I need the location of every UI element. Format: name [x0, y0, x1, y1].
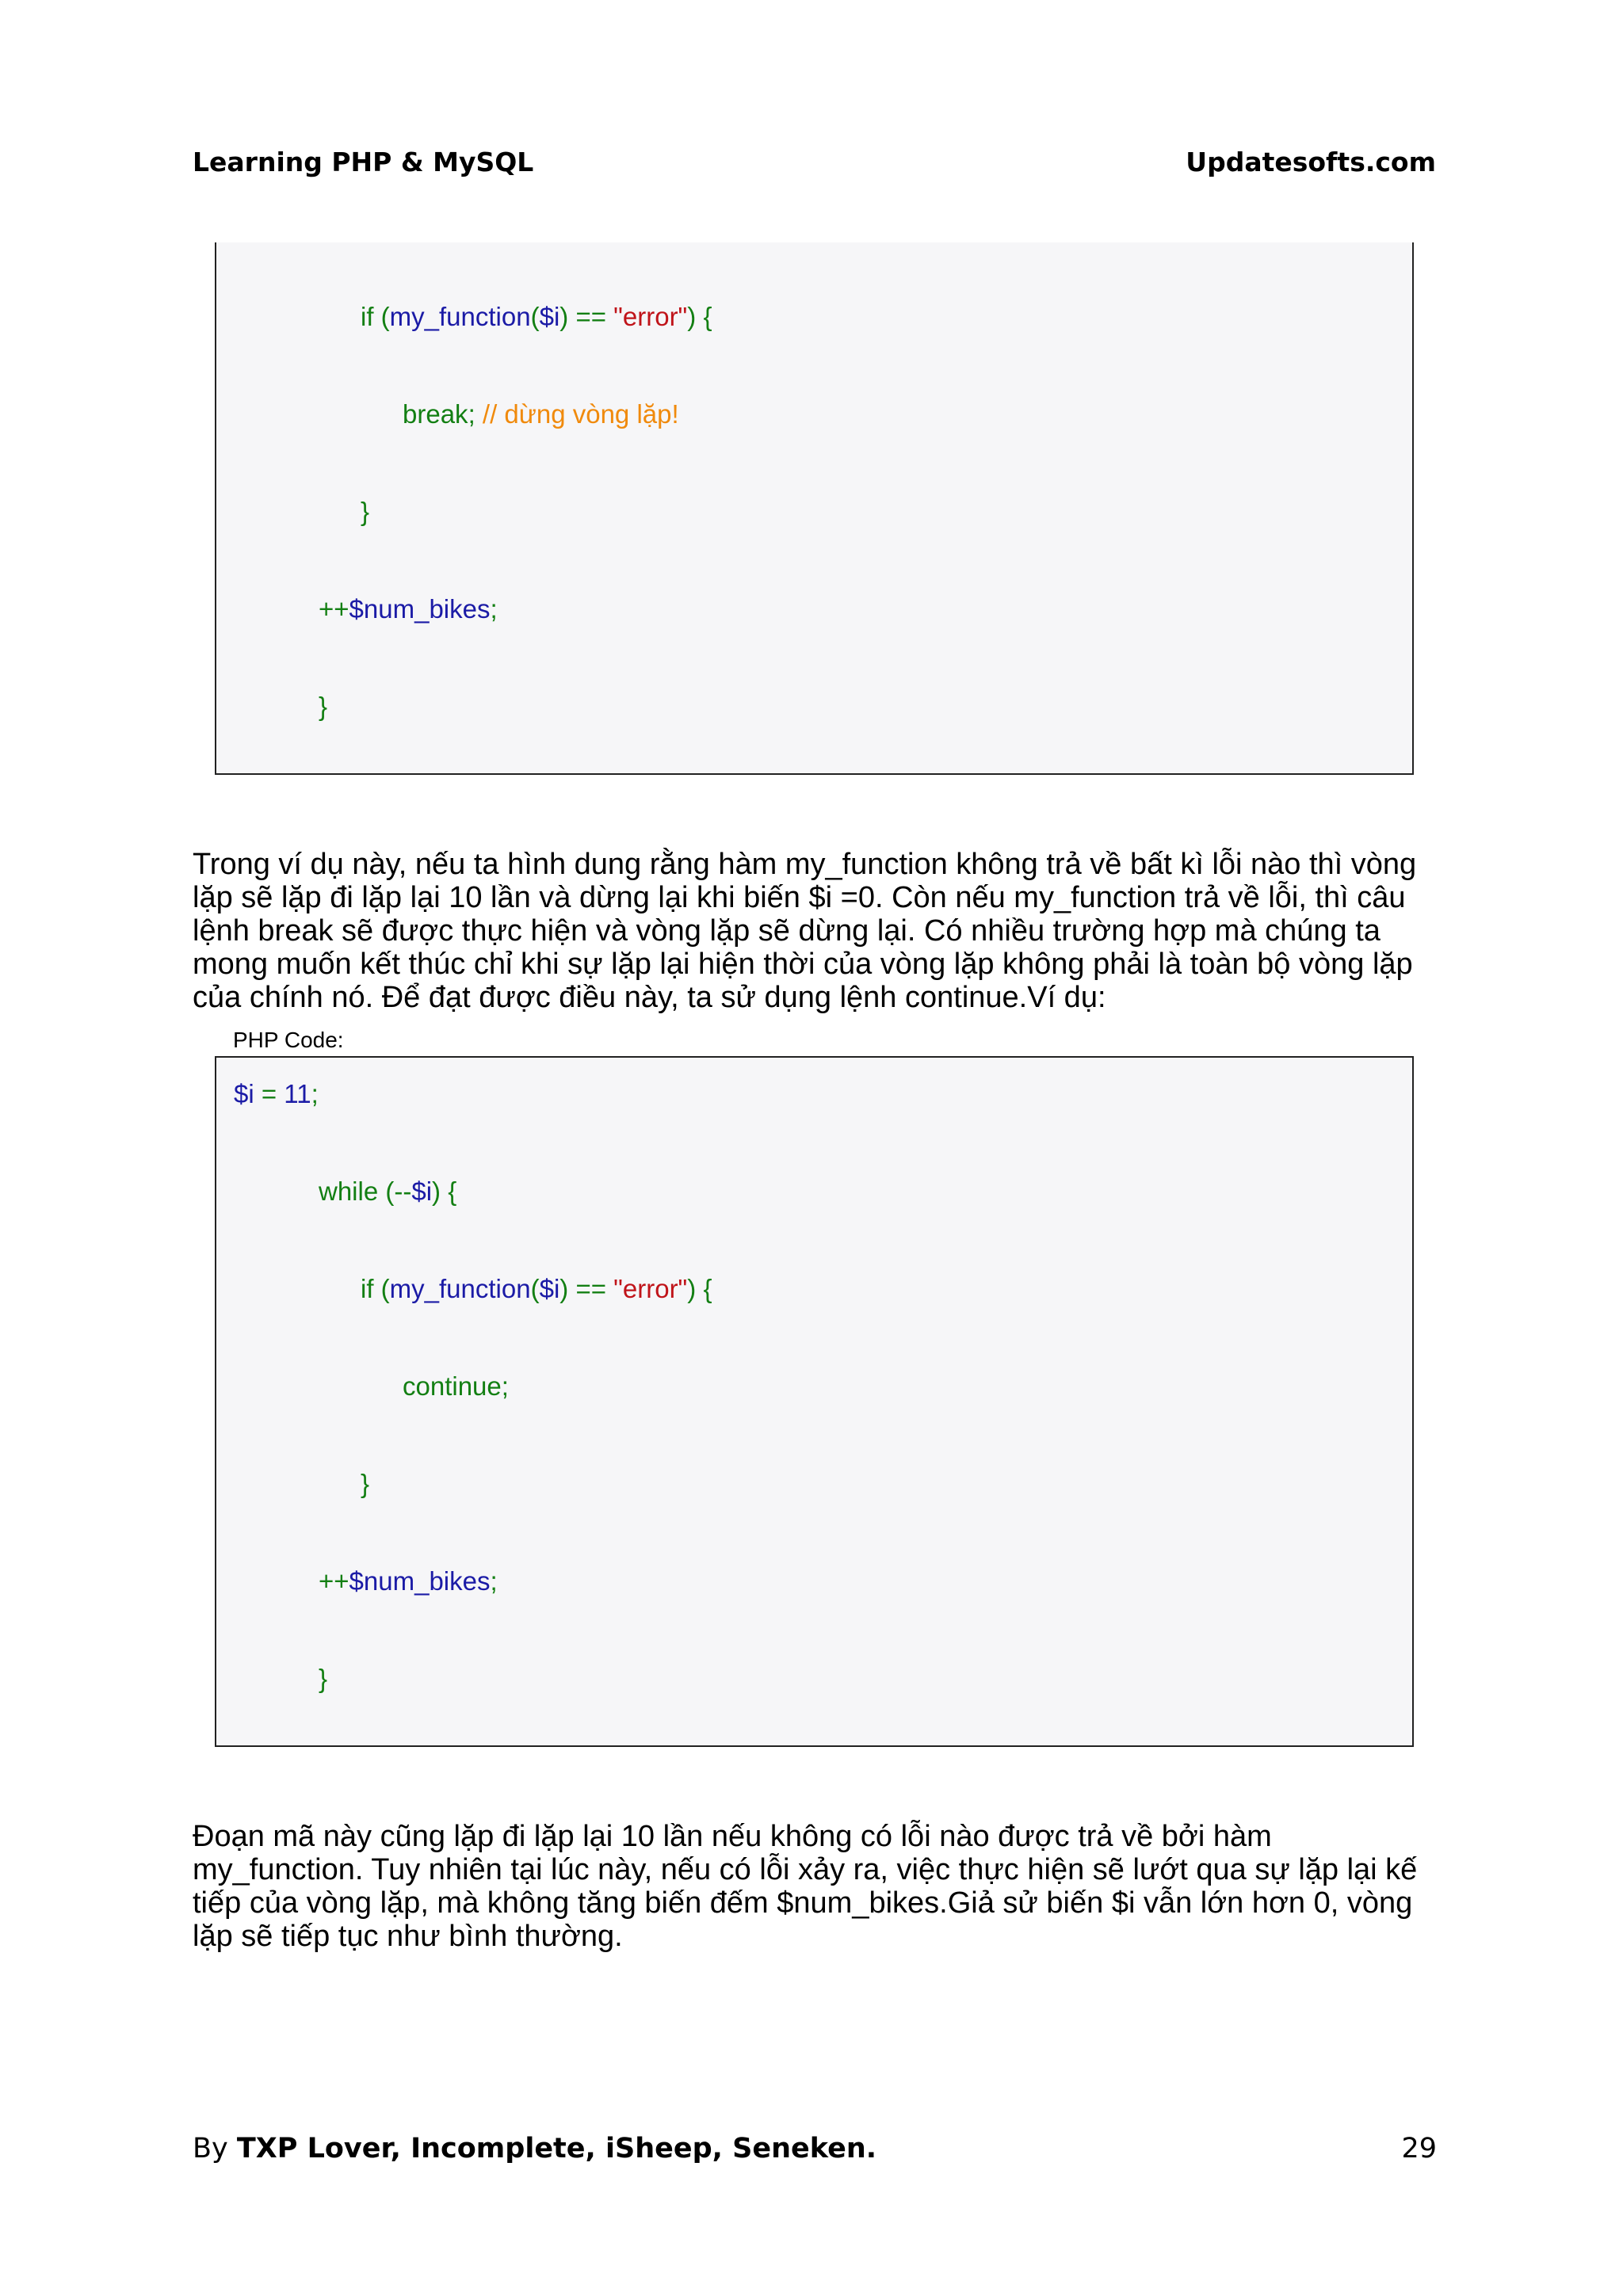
code1-line-close-while: } [319, 692, 328, 721]
code-block-2 [215, 1056, 1414, 1747]
footer-authors [193, 2133, 876, 2164]
paragraph-1: Trong ví dụ này, nếu ta hình dung rằng hàm my_function không trả về bất kì lỗi nào thì vòng lặp sẽ lặp đi lặp lại 10 lần và dừng lại khi biến $i =0. Còn nếu my_function trả về lỗi, thì câu lệnh break sẽ được thực hiện và vòng lặp sẽ dừng lại. Có nhiều trường hợp mà chúng ta mong muốn kết thúc chỉ khi sự lặp lại hiện thời của vòng lặp không phải là toàn bộ vòng lặp của chính nó. Để đạt được điều này, ta sử dụng lệnh continue.Ví dụ: [193, 848, 1417, 1014]
code2-line-while: while (--$i) { [319, 1177, 457, 1206]
paragraph-2: Đoạn mã này cũng lặp đi lặp lại 10 lần nếu không có lỗi nào được trả về bởi hàm my_function. Tuy nhiên tại lúc này, nếu có lỗi xảy ra, việc thực hiện sẽ lướt qua sự lặp lại kế tiếp của vòng lặp, mà không tăng biến đếm $num_bikes.Giả sử biến $i vẫn lớn hơn 0, vòng lặp sẽ tiếp tục như bình thường. [193, 1820, 1418, 1953]
code1-line-if: if (my_function($i) == "error") { [361, 302, 712, 331]
code1-line-close-if: } [361, 497, 370, 526]
footer-author-names: TXP Lover, Incomplete, iSheep, Seneken. [236, 2133, 877, 2164]
header-site: Updatesofts.com [1186, 147, 1436, 177]
code2-line-increment: ++$num_bikes; [319, 1566, 498, 1596]
code2-line-close-while: } [319, 1664, 328, 1693]
code-caption: PHP Code: [233, 1028, 344, 1052]
code2-line-close-if: } [361, 1469, 370, 1498]
header-title: Learning PHP & MySQL [193, 147, 534, 177]
page-number: 29 [1401, 2133, 1437, 2164]
code-block-1 [215, 242, 1414, 775]
footer-by: By [193, 2133, 228, 2164]
code2-line-if: if (my_function($i) == "error") { [361, 1274, 712, 1303]
code1-line-increment: ++$num_bikes; [319, 594, 498, 624]
code2-line-assign: $i = 11; [234, 1079, 319, 1108]
code2-line-continue: continue; [403, 1371, 509, 1401]
code1-line-break: break; // dừng vòng lặp! [403, 399, 679, 429]
